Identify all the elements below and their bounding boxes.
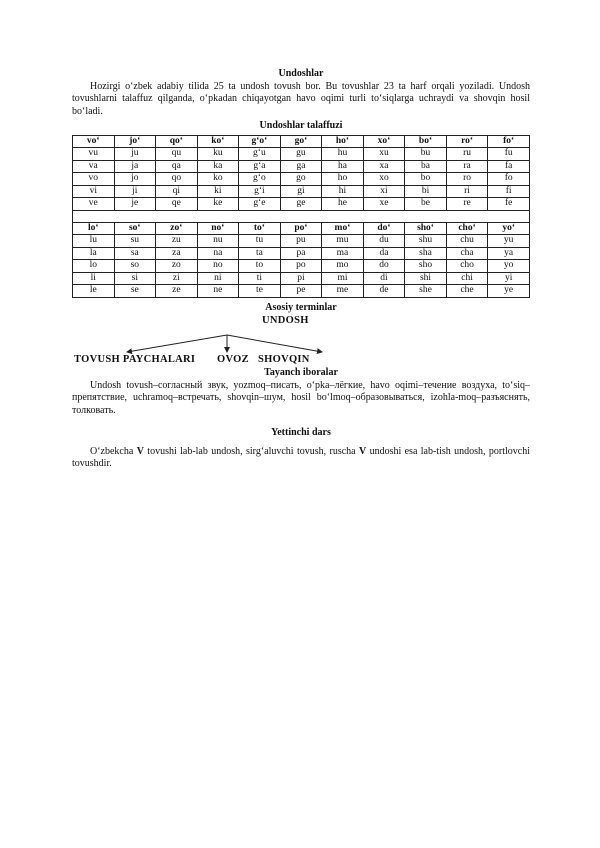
table-cell: zi	[156, 272, 198, 285]
table-cell: mo‘	[322, 222, 364, 235]
table-cell: qi	[156, 185, 198, 198]
table-row	[73, 260, 530, 273]
table-cell: te	[239, 285, 281, 298]
table-cell: vi	[73, 185, 115, 198]
table-row	[73, 235, 530, 248]
table-cell: he	[322, 198, 364, 211]
table-cell: si	[114, 272, 156, 285]
table-cell: me	[322, 285, 364, 298]
table-cell: do	[363, 260, 405, 273]
lesson-text-part: undoshi esa lab-tish undosh, portlovchi tovushdir.	[72, 445, 530, 469]
table-cell: sa	[114, 247, 156, 260]
table-row	[73, 272, 530, 285]
table-cell: fo‘	[488, 135, 530, 148]
table-cell: ju	[114, 148, 156, 161]
table-cell: pu	[280, 235, 322, 248]
table-cell: jo‘	[114, 135, 156, 148]
intro-paragraph: Hozirgi o‘zbek adabiy tilida 25 ta undosh tovush bor. Bu tovushlar 23 ta harf orqali yoziladi. Undosh tovushlarni talaffuz qilganda, o‘pkadan chiqayotgan havo oqimi turli to‘siqlarga uchraydi va shovqin hosil bo‘ladi.	[72, 80, 530, 117]
table-cell: lo‘	[73, 222, 115, 235]
table-cell: hu	[322, 148, 364, 161]
table-cell: ge	[280, 198, 322, 211]
table-cell: ji	[114, 185, 156, 198]
table-title: Undoshlar talaffuzi	[259, 120, 343, 131]
table-cell: ti	[239, 272, 281, 285]
table-cell: no‘	[197, 222, 239, 235]
lesson-letter-v: V	[136, 445, 144, 457]
table-cell: li	[73, 272, 115, 285]
table-cell: na	[197, 247, 239, 260]
table-cell: lo	[73, 260, 115, 273]
table-cell: ho	[322, 173, 364, 186]
table-cell: xa	[363, 160, 405, 173]
table-cell: ko‘	[197, 135, 239, 148]
diagram-leaf-shovqin: SHOVQIN	[258, 354, 310, 365]
table-cell: be	[405, 198, 447, 211]
table-row	[73, 247, 530, 260]
table-cell: ze	[156, 285, 198, 298]
table-cell: mo	[322, 260, 364, 273]
table-cell: g‘o	[239, 173, 281, 186]
table-separator-row	[73, 210, 530, 222]
table-cell: fo	[488, 173, 530, 186]
table-cell: g‘a	[239, 160, 281, 173]
table-cell: qa	[156, 160, 198, 173]
table-cell: chu	[446, 235, 488, 248]
table-cell: qu	[156, 148, 198, 161]
table-cell: ko	[197, 173, 239, 186]
table-cell: za	[156, 247, 198, 260]
table-cell: ni	[197, 272, 239, 285]
section-title-undoshlar: Undoshlar	[278, 68, 324, 79]
table-cell: go‘	[280, 135, 322, 148]
diagram-leaf-tovush-paychalari: TOVUSH PAYCHALARI	[74, 354, 196, 365]
table-cell: ba	[405, 160, 447, 173]
table-cell: xe	[363, 198, 405, 211]
table-cell: fe	[488, 198, 530, 211]
table-cell: xu	[363, 148, 405, 161]
table-row	[73, 173, 530, 186]
table-cell: xi	[363, 185, 405, 198]
arrow-to-shovqin	[227, 335, 322, 352]
table-cell: ki	[197, 185, 239, 198]
table-cell: xo	[363, 173, 405, 186]
table-cell: no	[197, 260, 239, 273]
table-row	[73, 135, 530, 148]
table-cell: zo‘	[156, 222, 198, 235]
phrases-paragraph: Undosh tovush–согласный звук, yozmoq–писать, o‘pka–лёгкие, havo oqimi–течение воздуха, to‘siq–препятствие, uchramoq–встречать, shovqin–шум, hosil bo‘lmoq–образовываться, izohla-moq–разъяснять, толковать.	[72, 379, 530, 416]
table-cell: bu	[405, 148, 447, 161]
table-cell: cho	[446, 260, 488, 273]
table-cell: che	[446, 285, 488, 298]
table-cell: gi	[280, 185, 322, 198]
table-cell: bo‘	[405, 135, 447, 148]
table-row	[73, 222, 530, 235]
table-cell: xo‘	[363, 135, 405, 148]
phrases-title: Tayanch iboralar	[264, 367, 338, 378]
table-cell: yi	[488, 272, 530, 285]
table-row	[73, 160, 530, 173]
table-cell: sha	[405, 247, 447, 260]
table-cell: ro	[446, 173, 488, 186]
table-cell: po‘	[280, 222, 322, 235]
table-cell: de	[363, 285, 405, 298]
table-cell: shu	[405, 235, 447, 248]
table-cell: to	[239, 260, 281, 273]
table-cell: ro‘	[446, 135, 488, 148]
table-cell: g‘u	[239, 148, 281, 161]
table-cell: jo	[114, 173, 156, 186]
table-cell: hi	[322, 185, 364, 198]
table-cell: du	[363, 235, 405, 248]
table-cell: ta	[239, 247, 281, 260]
table-cell: la	[73, 247, 115, 260]
table-cell: zo	[156, 260, 198, 273]
table-cell: qo	[156, 173, 198, 186]
table-cell: bi	[405, 185, 447, 198]
table-cell: ma	[322, 247, 364, 260]
lesson-title: Yettinchi dars	[271, 427, 331, 438]
table-cell: ne	[197, 285, 239, 298]
table-row	[73, 185, 530, 198]
table-cell: yo	[488, 260, 530, 273]
table-cell: cha	[446, 247, 488, 260]
table-cell: vo	[73, 173, 115, 186]
table-cell: ho‘	[322, 135, 364, 148]
table-cell: mu	[322, 235, 364, 248]
lesson-paragraph	[72, 446, 530, 471]
table-cell: va	[73, 160, 115, 173]
table-cell: sho‘	[405, 222, 447, 235]
table-cell: gu	[280, 148, 322, 161]
table-cell: ku	[197, 148, 239, 161]
table-cell: da	[363, 247, 405, 260]
table-cell: ve	[73, 198, 115, 211]
table-cell: vo‘	[73, 135, 115, 148]
table-cell: ru	[446, 148, 488, 161]
document-page	[72, 68, 530, 471]
terms-diagram	[72, 315, 530, 367]
table-cell: re	[446, 198, 488, 211]
diagram-root: UNDOSH	[262, 315, 309, 326]
lesson-letter-v: V	[358, 445, 367, 457]
table-cell: vu	[73, 148, 115, 161]
table-cell: shi	[405, 272, 447, 285]
table-cell: so	[114, 260, 156, 273]
table-cell: lu	[73, 235, 115, 248]
terms-title: Asosiy terminlar	[265, 301, 337, 313]
table-cell: se	[114, 285, 156, 298]
table-cell: tu	[239, 235, 281, 248]
table-cell: ka	[197, 160, 239, 173]
table-cell: pi	[280, 272, 322, 285]
table-cell: so‘	[114, 222, 156, 235]
table-cell: yu	[488, 235, 530, 248]
table-cell: g‘i	[239, 185, 281, 198]
table-cell: mi	[322, 272, 364, 285]
table-cell: bo	[405, 173, 447, 186]
table-cell: ya	[488, 247, 530, 260]
table-cell: ja	[114, 160, 156, 173]
table-cell: do‘	[363, 222, 405, 235]
table-cell: fu	[488, 148, 530, 161]
table-cell: chi	[446, 272, 488, 285]
table-cell: pe	[280, 285, 322, 298]
table-cell: di	[363, 272, 405, 285]
table-cell: je	[114, 198, 156, 211]
table-separator-cell	[73, 210, 530, 222]
table-cell: g‘o‘	[239, 135, 281, 148]
table-row	[73, 198, 530, 211]
table-row	[73, 285, 530, 298]
lesson-text-part: O‘zbekcha	[90, 445, 137, 457]
arrow-to-tovush-paychalari	[127, 335, 227, 352]
table-cell: po	[280, 260, 322, 273]
table-cell: nu	[197, 235, 239, 248]
table-cell: zu	[156, 235, 198, 248]
lesson-text-part: tovushi lab-lab undosh, sirg‘aluvchi tovush, ruscha	[143, 445, 359, 457]
table-cell: qo‘	[156, 135, 198, 148]
diagram-leaf-ovoz: OVOZ	[217, 354, 249, 365]
table-cell: she	[405, 285, 447, 298]
table-cell: sho	[405, 260, 447, 273]
table-cell: su	[114, 235, 156, 248]
syllable-table	[72, 135, 530, 298]
table-cell: fa	[488, 160, 530, 173]
table-cell: le	[73, 285, 115, 298]
table-cell: pa	[280, 247, 322, 260]
table-cell: ra	[446, 160, 488, 173]
table-cell: to‘	[239, 222, 281, 235]
table-cell: cho‘	[446, 222, 488, 235]
table-cell: ga	[280, 160, 322, 173]
table-cell: qe	[156, 198, 198, 211]
table-cell: ke	[197, 198, 239, 211]
table-cell: ye	[488, 285, 530, 298]
table-cell: ha	[322, 160, 364, 173]
table-cell: g‘e	[239, 198, 281, 211]
table-cell: ri	[446, 185, 488, 198]
table-cell: go	[280, 173, 322, 186]
table-cell: yo‘	[488, 222, 530, 235]
table-cell: fi	[488, 185, 530, 198]
table-row	[73, 148, 530, 161]
